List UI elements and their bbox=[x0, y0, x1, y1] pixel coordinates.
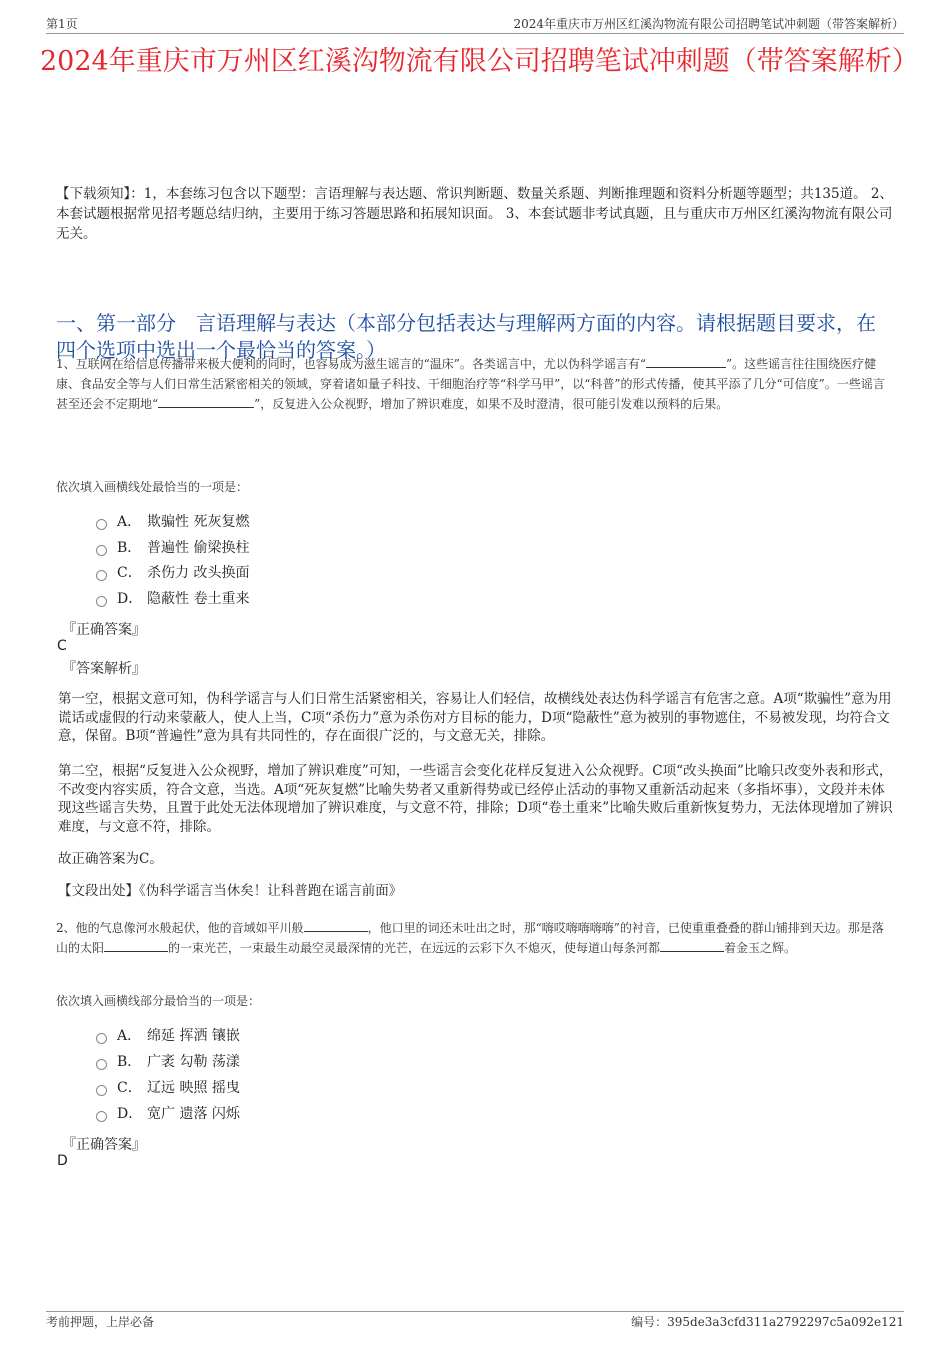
q1-option-b[interactable]: B． 普遍性 偷梁换柱 bbox=[96, 538, 249, 558]
q1-option-c[interactable]: C． 杀伤力 改头换面 bbox=[96, 563, 249, 583]
q1-answer: C bbox=[57, 638, 67, 654]
q1-text-part-a: 1、互联网在给信息传播带来极大便利的同时，也容易成为滋生谣言的“温床”。各类谣言中，尤以伪科学谣言有“ bbox=[56, 357, 647, 371]
q1-option-a[interactable]: A． 欺骗性 死灰复燃 bbox=[96, 512, 249, 532]
radio-icon[interactable] bbox=[96, 596, 107, 607]
q1-blank-1 bbox=[646, 355, 726, 368]
radio-icon[interactable] bbox=[96, 570, 107, 581]
q1-blank-2 bbox=[158, 395, 254, 408]
q1-source: 【文段出处】《伪科学谣言当休矣！让科普跑在谣言前面》 bbox=[58, 883, 403, 899]
page-number: 第1页 bbox=[46, 17, 78, 31]
radio-icon[interactable] bbox=[96, 519, 107, 530]
q1-answer-label: 『正确答案』 bbox=[62, 622, 146, 638]
section-heading: 一、第一部分 言语理解与表达（本部分包括表达与理解两方面的内容。请根据题目要求，在四个选项中选出一个最恰当的答案。） bbox=[56, 311, 876, 362]
q1-prompt: 依次填入画横线处最恰当的一项是： bbox=[56, 480, 249, 494]
q2-option-b[interactable]: B． 广袤 勾勒 荡漾 bbox=[96, 1052, 240, 1072]
q1-analysis-label: 『答案解析』 bbox=[62, 661, 146, 677]
q2-prompt: 依次填入画横线部分最恰当的一项是： bbox=[56, 994, 261, 1008]
page-header bbox=[46, 15, 904, 35]
radio-icon[interactable] bbox=[96, 545, 107, 556]
q1-text-part-c: ”，反复进入公众视野，增加了辨识难度，如果不及时澄清，很可能引发难以预料的后果。 bbox=[254, 397, 729, 411]
radio-icon[interactable] bbox=[96, 1111, 107, 1122]
footer-slogan: 考前押题，上岸必备 bbox=[46, 1315, 155, 1329]
header-divider bbox=[46, 33, 904, 34]
q1-analysis-2: 第二空，根据“反复进入公众视野，增加了辨识难度”可知，一些谣言会变化花样反复进入公众视野。C项“改头换面”比喻只改变外表和形式，不改变内容实质，符合文意，当选。A项“死灰复燃”比喻失势者又重新得势或已经停止活动的事物又重新活动起来（多指坏事），文段并未体现这些谣言失势，且置于此处无法体现增加了辨识难度，与文意不符，排除；D项“卷土重来”比喻失败后重新恢复势力，无法体现增加了辨识难度，与文意不符，排除。 bbox=[58, 763, 893, 835]
q1-text-part-b: ”。这些谣言往往围绕医疗健康、食品安全等与人们日常生活紧密相关的领域，穿着诸如量子科技、干细胞治疗等“科学马甲”，以“科普”的形式传播，使其平添了几分“可信度”。一些谣言甚至还会不定期地“ bbox=[56, 357, 885, 411]
q2-option-a[interactable]: A． 绵延 挥洒 镶嵌 bbox=[96, 1026, 240, 1046]
q2-text-part-a: 2、他的气息像河水般起伏，他的音域如平川般 bbox=[56, 921, 304, 935]
radio-icon[interactable] bbox=[96, 1033, 107, 1044]
download-notice: 【下载须知】：1，本套练习包含以下题型：言语理解与表达题、常识判断题、数量关系题、判断推理题和资料分析题等题型；共135道。 2、本套试题根据常见招考题总结归纳，主要用于练习答题思路和拓展知识面。 3、本套试题非考试真题，且与重庆市万州区红溪沟物流有限公司无关。 bbox=[56, 186, 893, 242]
q1-option-d[interactable]: D． 隐蔽性 卷土重来 bbox=[96, 589, 249, 609]
q2-answer-label: 『正确答案』 bbox=[62, 1137, 146, 1153]
question-1-text bbox=[56, 354, 894, 414]
q2-text-part-c: 的一束光芒，一束最生动最空灵最深情的光芒，在远远的云彩下久不熄灭，使每道山每条河都 bbox=[168, 941, 661, 955]
q2-option-c[interactable]: C． 辽远 映照 摇曳 bbox=[96, 1078, 240, 1098]
header-doc-title: 2024年重庆市万州区红溪沟物流有限公司招聘笔试冲刺题（带答案解析） bbox=[513, 17, 904, 31]
q2-option-d[interactable]: D． 宽广 遗落 闪烁 bbox=[96, 1104, 240, 1124]
footer-serial: 编号：395de3a3cfd311a2792297c5a092e121 bbox=[631, 1315, 904, 1329]
q1-conclusion: 故正确答案为C。 bbox=[58, 851, 163, 867]
q2-text-part-b: ，他口里的词还未吐出之时，那“嗨哎嗨嗨嗨嗨”的衬音，已使重重叠叠的群山铺排到天边。那是落山的太阳 bbox=[56, 921, 884, 955]
q2-blank-2 bbox=[104, 939, 168, 952]
footer-divider bbox=[46, 1311, 904, 1312]
q2-answer: D bbox=[57, 1153, 68, 1169]
question-2-text bbox=[56, 918, 894, 958]
q2-blank-1 bbox=[304, 919, 368, 932]
q1-analysis-1: 第一空，根据文意可知，伪科学谣言与人们日常生活紧密相关，容易让人们轻信，故横线处表达伪科学谣言有危害之意。A项“欺骗性”意为用谎话或虚假的行动来蒙蔽人，使人上当，C项“杀伤力”意为杀伤对方目标的能力，D项“隐蔽性”意为被别的事物遮住，不易被发现，均符合文意，保留。B项“普遍性”意为具有共同性的，存在面很广泛的，与文意无关，排除。 bbox=[58, 691, 892, 744]
radio-icon[interactable] bbox=[96, 1059, 107, 1070]
radio-icon[interactable] bbox=[96, 1085, 107, 1096]
page-title: 2024年重庆市万州区红溪沟物流有限公司招聘笔试冲刺题（带答案解析） bbox=[40, 46, 919, 77]
q2-text-part-d: 着金玉之辉。 bbox=[724, 941, 797, 955]
q2-blank-3 bbox=[660, 939, 724, 952]
